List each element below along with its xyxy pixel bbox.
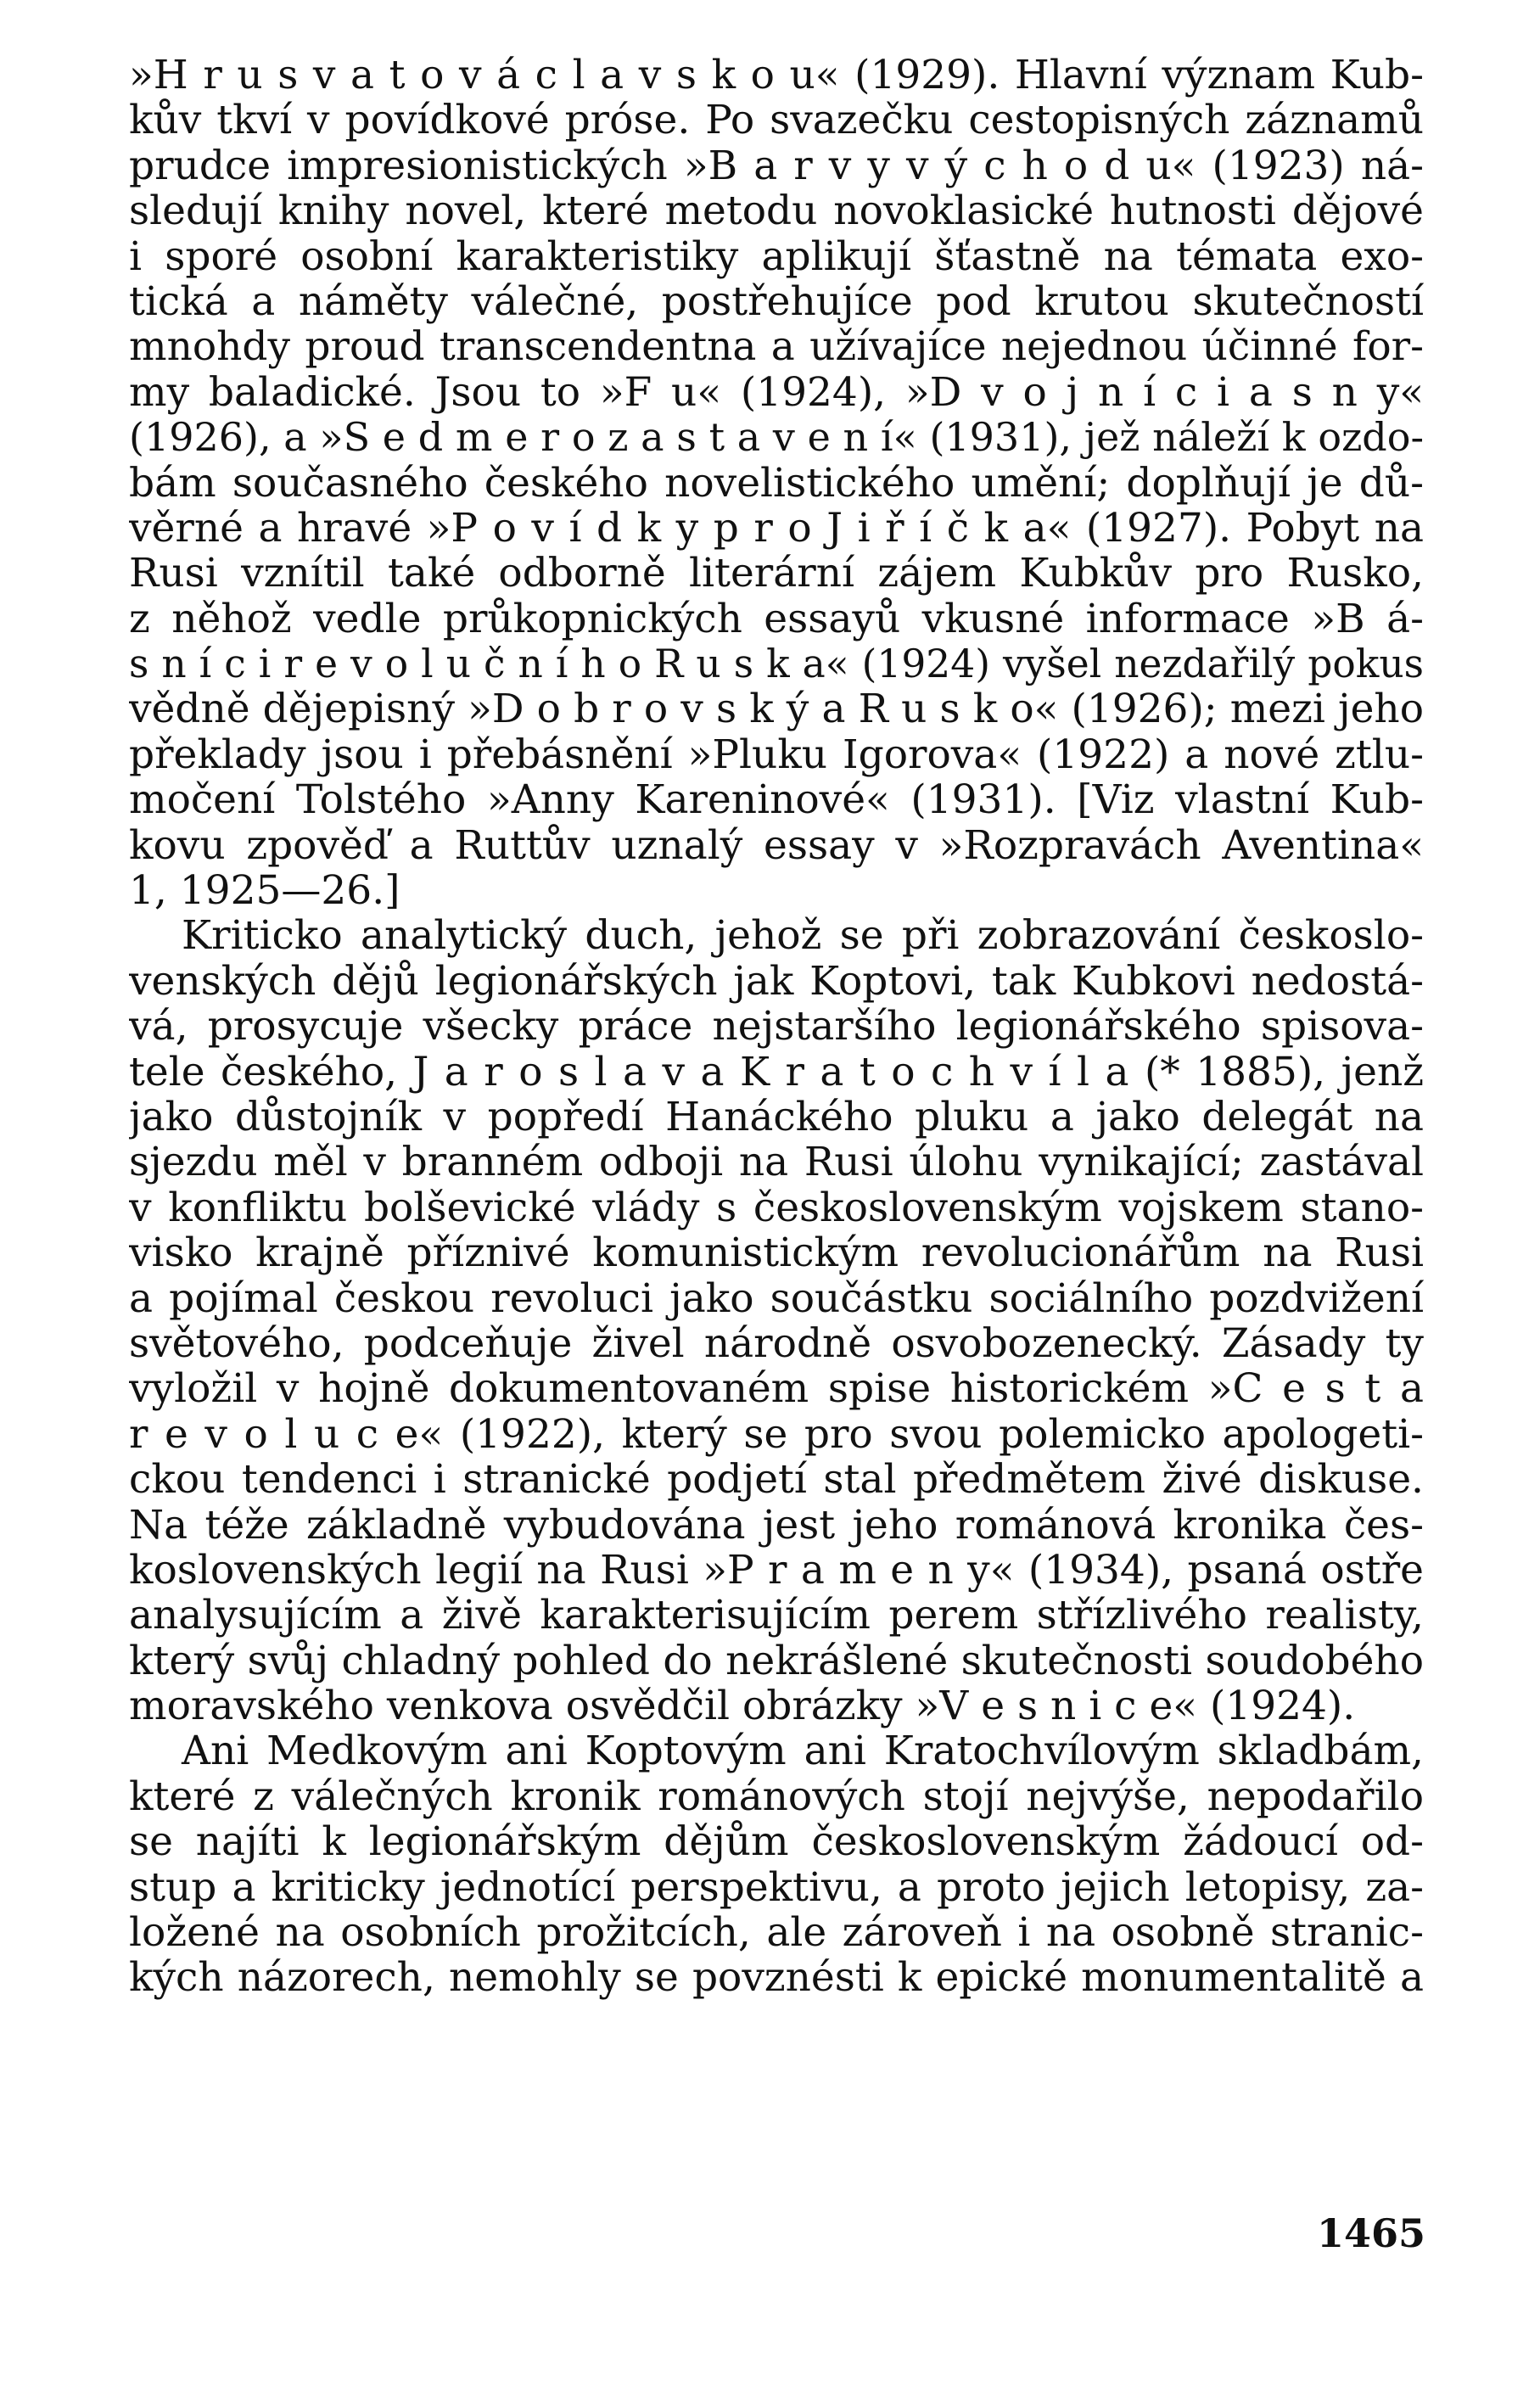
text-line: my baladické. Jsou to »F u« (1924), »D v o j n í c i a s n y« (129, 369, 1424, 416)
text-line: i sporé osobní karakteristiky aplikují šťastně na témata exo- (129, 233, 1424, 279)
text-line: kovu zpověď a Ruttův uznalý essay v »Rozpravách Aventina« (129, 822, 1424, 869)
text-line: sledují knihy novel, které metodu novoklasické hutnosti dějové (129, 188, 1424, 234)
text-line: jako důstojník v popředí Hanáckého pluku a jako delegát na (129, 1094, 1424, 1140)
text-line: z něhož vedle průkopnických essayů vkusné informace »B á- (129, 596, 1424, 642)
text-line: kých názorech, nemohly se povznésti k epické monumentalitě a (129, 1955, 1424, 2001)
text-line: venských dějů legionářských jak Koptovi, tak Kubkovi nedostá- (129, 958, 1424, 1005)
text-line: visko krajně příznivé komunistickým revolucionářům na Rusi (129, 1230, 1424, 1276)
page-number: 1465 (1316, 2210, 1425, 2256)
text-line: ložené na osobních prožitcích, ale zároveň i na osobně stranic- (129, 1910, 1424, 1956)
text-line: r e v o l u c e« (1922), který se pro svou polemicko apologeti- (129, 1411, 1424, 1458)
text-line: stup a kriticky jednotící perspektivu, a proto jejich letopisy, za- (129, 1864, 1424, 1911)
text-line: tická a náměty válečné, postřehujíce pod krutou skutečností (129, 278, 1424, 325)
text-line: který svůj chladný pohled do nekrášlené skutečnosti soudobého (129, 1638, 1424, 1684)
text-line: vyložil v hojně dokumentovaném spise historickém »C e s t a (129, 1366, 1424, 1412)
text-line: Rusi vznítil také odborně literární zájem Kubkův pro Rusko, (129, 551, 1424, 597)
text-line: koslovenských legií na Rusi »P r a m e n y« (1934), psaná ostře (129, 1547, 1424, 1594)
text-line: Na téže základně vybudována jest jeho románová kronika čes- (129, 1502, 1424, 1548)
text-line: kův tkví v povídkové próse. Po svazečku cestopisných záznamů (129, 98, 1424, 143)
text-line: vá, prosycuje všecky práce nejstaršího legionářského spisova- (129, 1004, 1424, 1050)
text-line: tele českého, J a r o s l a v a K r a t o c h v í l a (* 1885), jenž (129, 1049, 1424, 1095)
body-text (129, 53, 1424, 2001)
text-line: bám současného českého novelistického umění; doplňují je dů- (129, 460, 1424, 506)
text-line: vědně dějepisný »D o b r o v s k ý a R u s k o« (1926); mezi jeho (129, 686, 1424, 732)
text-line: moravského venkova osvědčil obrázky »V e s n i c e« (1924). (129, 1683, 1356, 1729)
text-line: »H r u s v a t o v á c l a v s k o u« (1929). Hlavní význam Kub- (129, 53, 1424, 98)
text-line: ckou tendenci i stranické podjetí stal předmětem živé diskuse. (129, 1457, 1424, 1503)
text-line: analysujícím a živě karakterisujícím perem střízlivého realisty, (129, 1593, 1424, 1638)
text-line: 1, 1925—26.] (129, 868, 400, 914)
text-line: sjezdu měl v branném odboji na Rusi úlohu vynikající; zastával (129, 1140, 1424, 1185)
text-line: světového, podceňuje živel národně osvobozenecký. Zásady ty (129, 1320, 1424, 1367)
text-line: s n í c i r e v o l u č n í h o R u s k a« (1924) vyšel nezdařilý pokus (129, 641, 1424, 687)
text-line: v konfliktu bolševické vlády s československým vojskem stano- (129, 1185, 1424, 1231)
text-line: věrné a hravé »P o v í d k y p r o J i ř í č k a« (1927). Pobyt na (129, 505, 1424, 552)
text-line: prudce impresionistických »B a r v y v ý c h o d u« (1923) ná- (129, 143, 1424, 189)
text-line: překlady jsou i přebásnění »Pluku Igorova« (1922) a nové ztlu- (129, 731, 1424, 778)
text-line: se najíti k legionářským dějům československým žádoucí od- (129, 1819, 1424, 1865)
text-line: a pojímal českou revoluci jako součástku sociálního pozdvižení (129, 1275, 1424, 1321)
text-line: mnohdy proud transcendentna a užívajíce nejednou účinné for- (129, 324, 1424, 370)
text-line: které z válečných kronik románových stojí nejvýše, nepodařilo (129, 1773, 1424, 1820)
text-line: Kriticko analytický duch, jehož se při zobrazování českoslo- (182, 913, 1424, 959)
text-line: Ani Medkovým ani Koptovým ani Kratochvílovým skladbám, (182, 1728, 1424, 1774)
text-line: (1926), a »S e d m e r o z a s t a v e n í« (1931), jež náleží k ozdo- (129, 415, 1424, 461)
text-line: močení Tolstého »Anny Kareninové« (1931). [Viz vlastní Kub- (129, 777, 1424, 823)
